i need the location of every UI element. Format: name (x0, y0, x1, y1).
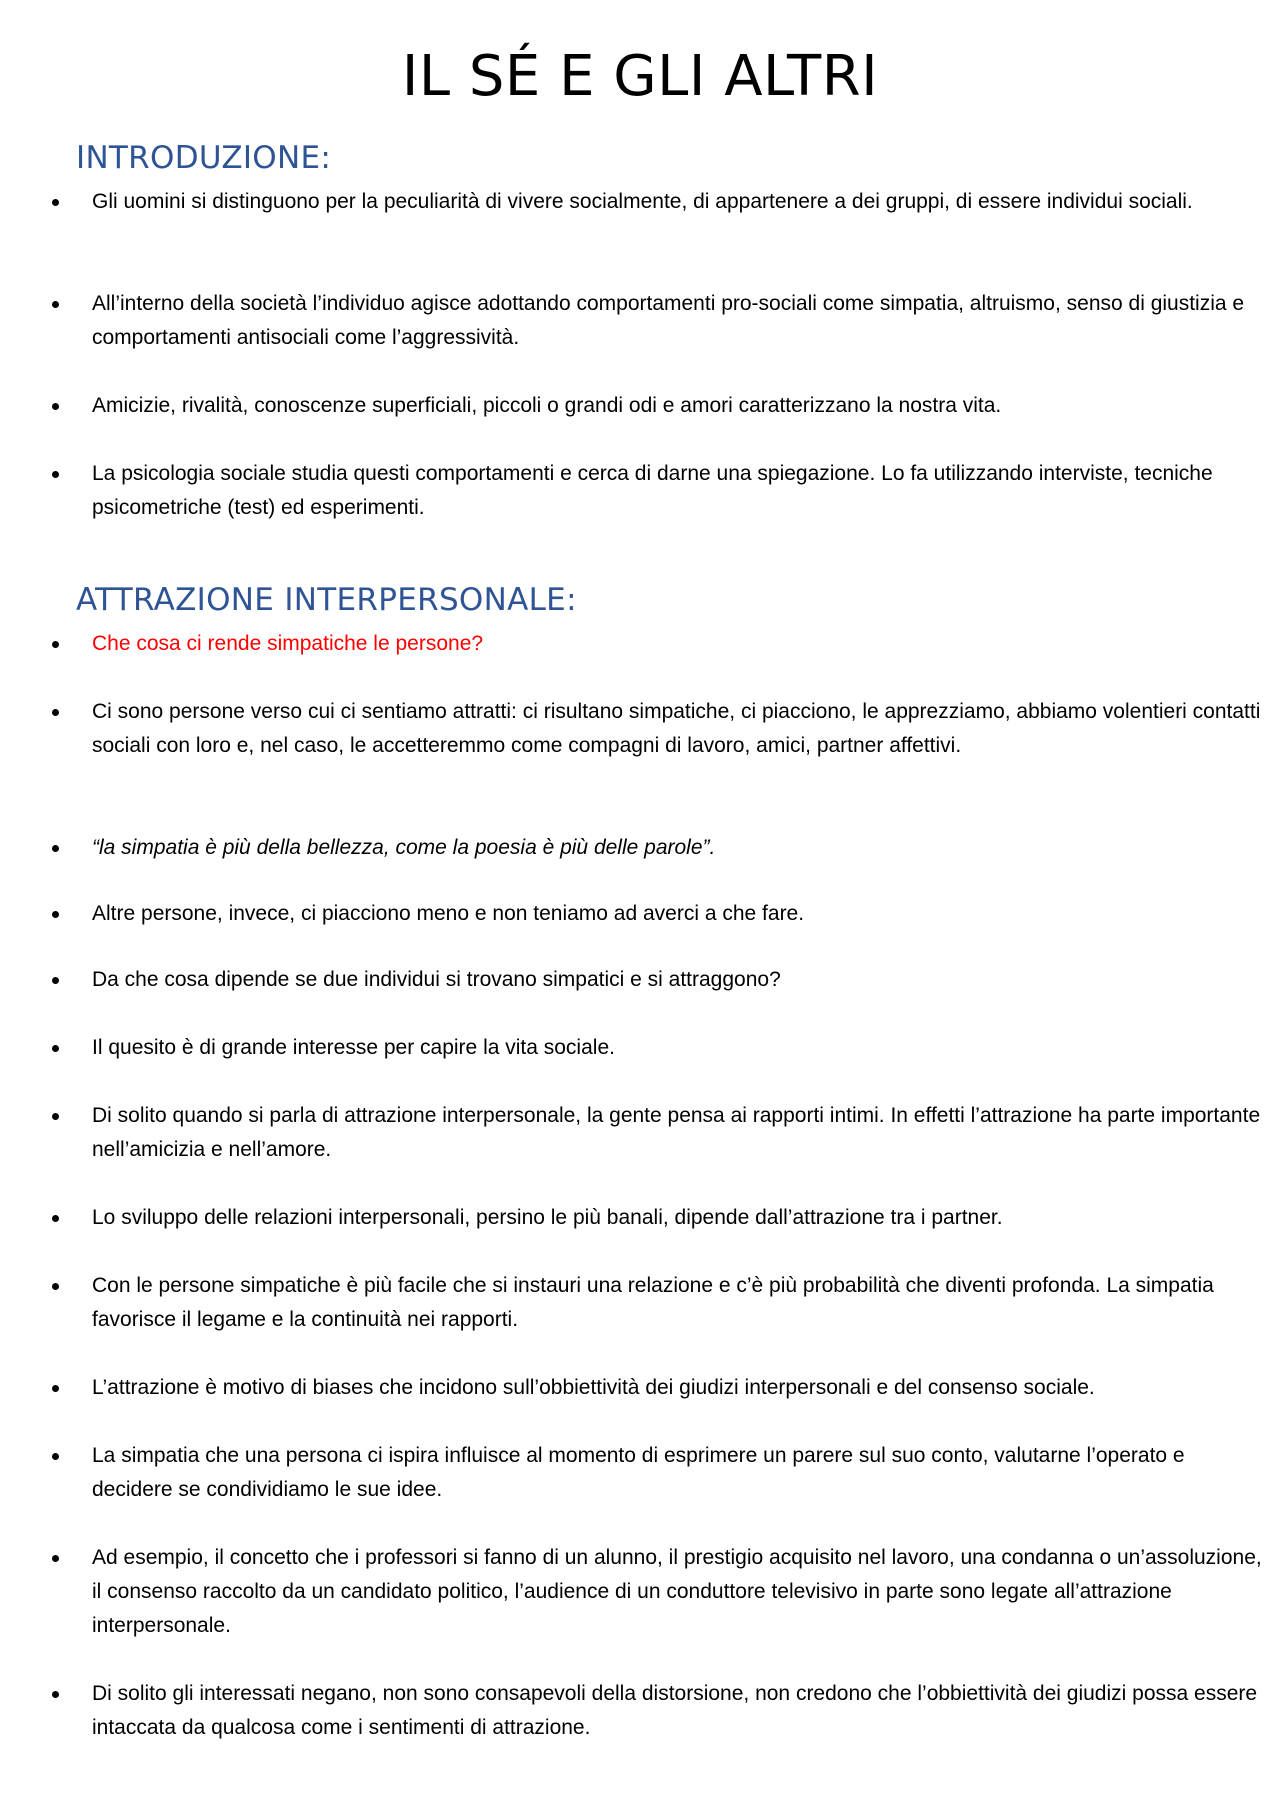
list-item: La simpatia che una persona ci ispira influisce al momento di esprimere un parere sul suo conto, valutarne l’operato e decidere se condividiamo le sue idee. (92, 1444, 1185, 1501)
list-item: Di solito gli interessati negano, non sono consapevoli della distorsione, non credono che l’obbiettività dei giudizi possa essere intaccata da qualcosa come i sentimenti di attrazione. (92, 1682, 1258, 1739)
list-item: La psicologia sociale studia questi comportamenti e cerca di darne una spiegazione. Lo fa utilizzando interviste, tecniche psicometriche (test) ed esperimenti. (92, 462, 1213, 519)
section-heading-attrazione-interpersonale: ATTRAZIONE INTERPERSONALE: (76, 582, 577, 618)
list-item: Il quesito è di grande interesse per capire la vita sociale. (92, 1036, 615, 1059)
page-title: IL SÉ E GLI ALTRI (401, 44, 879, 109)
bullet-icon (52, 1453, 59, 1460)
bullet-icon (52, 403, 59, 410)
bullet-icon (52, 1215, 59, 1222)
list-item-quote: “la simpatia è più della bellezza, come la poesia è più delle parole”. (92, 836, 716, 859)
list-item: Ci sono persone verso cui ci sentiamo attratti: ci risultano simpatiche, ci piacciono, le apprezziamo, abbiamo volentieri contatti sociali con loro e, nel caso, le accetteremmo come compagni di lavoro, amici, partner affettivi. (92, 700, 1261, 757)
bullet-icon (52, 911, 59, 918)
list-item: Gli uomini si distinguono per la peculiarità di vivere socialmente, di appartenere a dei gruppi, di essere individui sociali. (92, 190, 1193, 213)
list-item: Da che cosa dipende se due individui si trovano simpatici e si attraggono? (92, 968, 781, 991)
bullet-icon (52, 199, 59, 206)
bullet-icon (52, 845, 59, 852)
bullet-icon (52, 1045, 59, 1052)
list-item: Con le persone simpatiche è più facile che si instauri una relazione e c’è più probabilità che diventi profonda. La simpatia favorisce il legame e la continuità nei rapporti. (92, 1274, 1214, 1331)
bullet-icon (52, 1283, 59, 1290)
list-item: Lo sviluppo delle relazioni interpersonali, persino le più banali, dipende dall’attrazione tra i partner. (92, 1206, 1003, 1229)
list-item: Di solito quando si parla di attrazione interpersonale, la gente pensa ai rapporti intimi. In effetti l’attrazione ha parte importante nell’amicizia e nell’amore. (92, 1104, 1261, 1161)
bullet-icon (52, 471, 59, 478)
bullet-icon (52, 301, 59, 308)
bullet-icon (52, 1555, 59, 1562)
bullet-icon (52, 709, 59, 716)
bullet-icon (52, 1691, 59, 1698)
list-item: All’interno della società l’individuo agisce adottando comportamenti pro-sociali come simpatia, altruismo, senso di giustizia e comportamenti antisociali come l’aggressività. (92, 292, 1245, 349)
list-item: Amicizie, rivalità, conoscenze superficiali, piccoli o grandi odi e amori caratterizzano la nostra vita. (92, 394, 1002, 417)
list-item: Altre persone, invece, ci piacciono meno e non teniamo ad averci a che fare. (92, 902, 805, 925)
section-heading-introduzione: INTRODUZIONE: (76, 140, 332, 176)
list-item-question: Che cosa ci rende simpatiche le persone? (92, 632, 484, 655)
bullet-icon (52, 1385, 59, 1392)
list-item: Ad esempio, il concetto che i professori si fanno di un alunno, il prestigio acquisito nel lavoro, una condanna o un’assoluzione, il consenso raccolto da un candidato politico, l’audience di un conduttore televisivo in parte sono legate all’attrazione interpersonale. (92, 1546, 1262, 1637)
bullet-icon (52, 977, 59, 984)
bullet-icon (52, 641, 59, 648)
bullet-icon (52, 1113, 59, 1120)
list-item: L’attrazione è motivo di biases che incidono sull’obbiettività dei giudizi interpersonali e del consenso sociale. (92, 1376, 1095, 1399)
